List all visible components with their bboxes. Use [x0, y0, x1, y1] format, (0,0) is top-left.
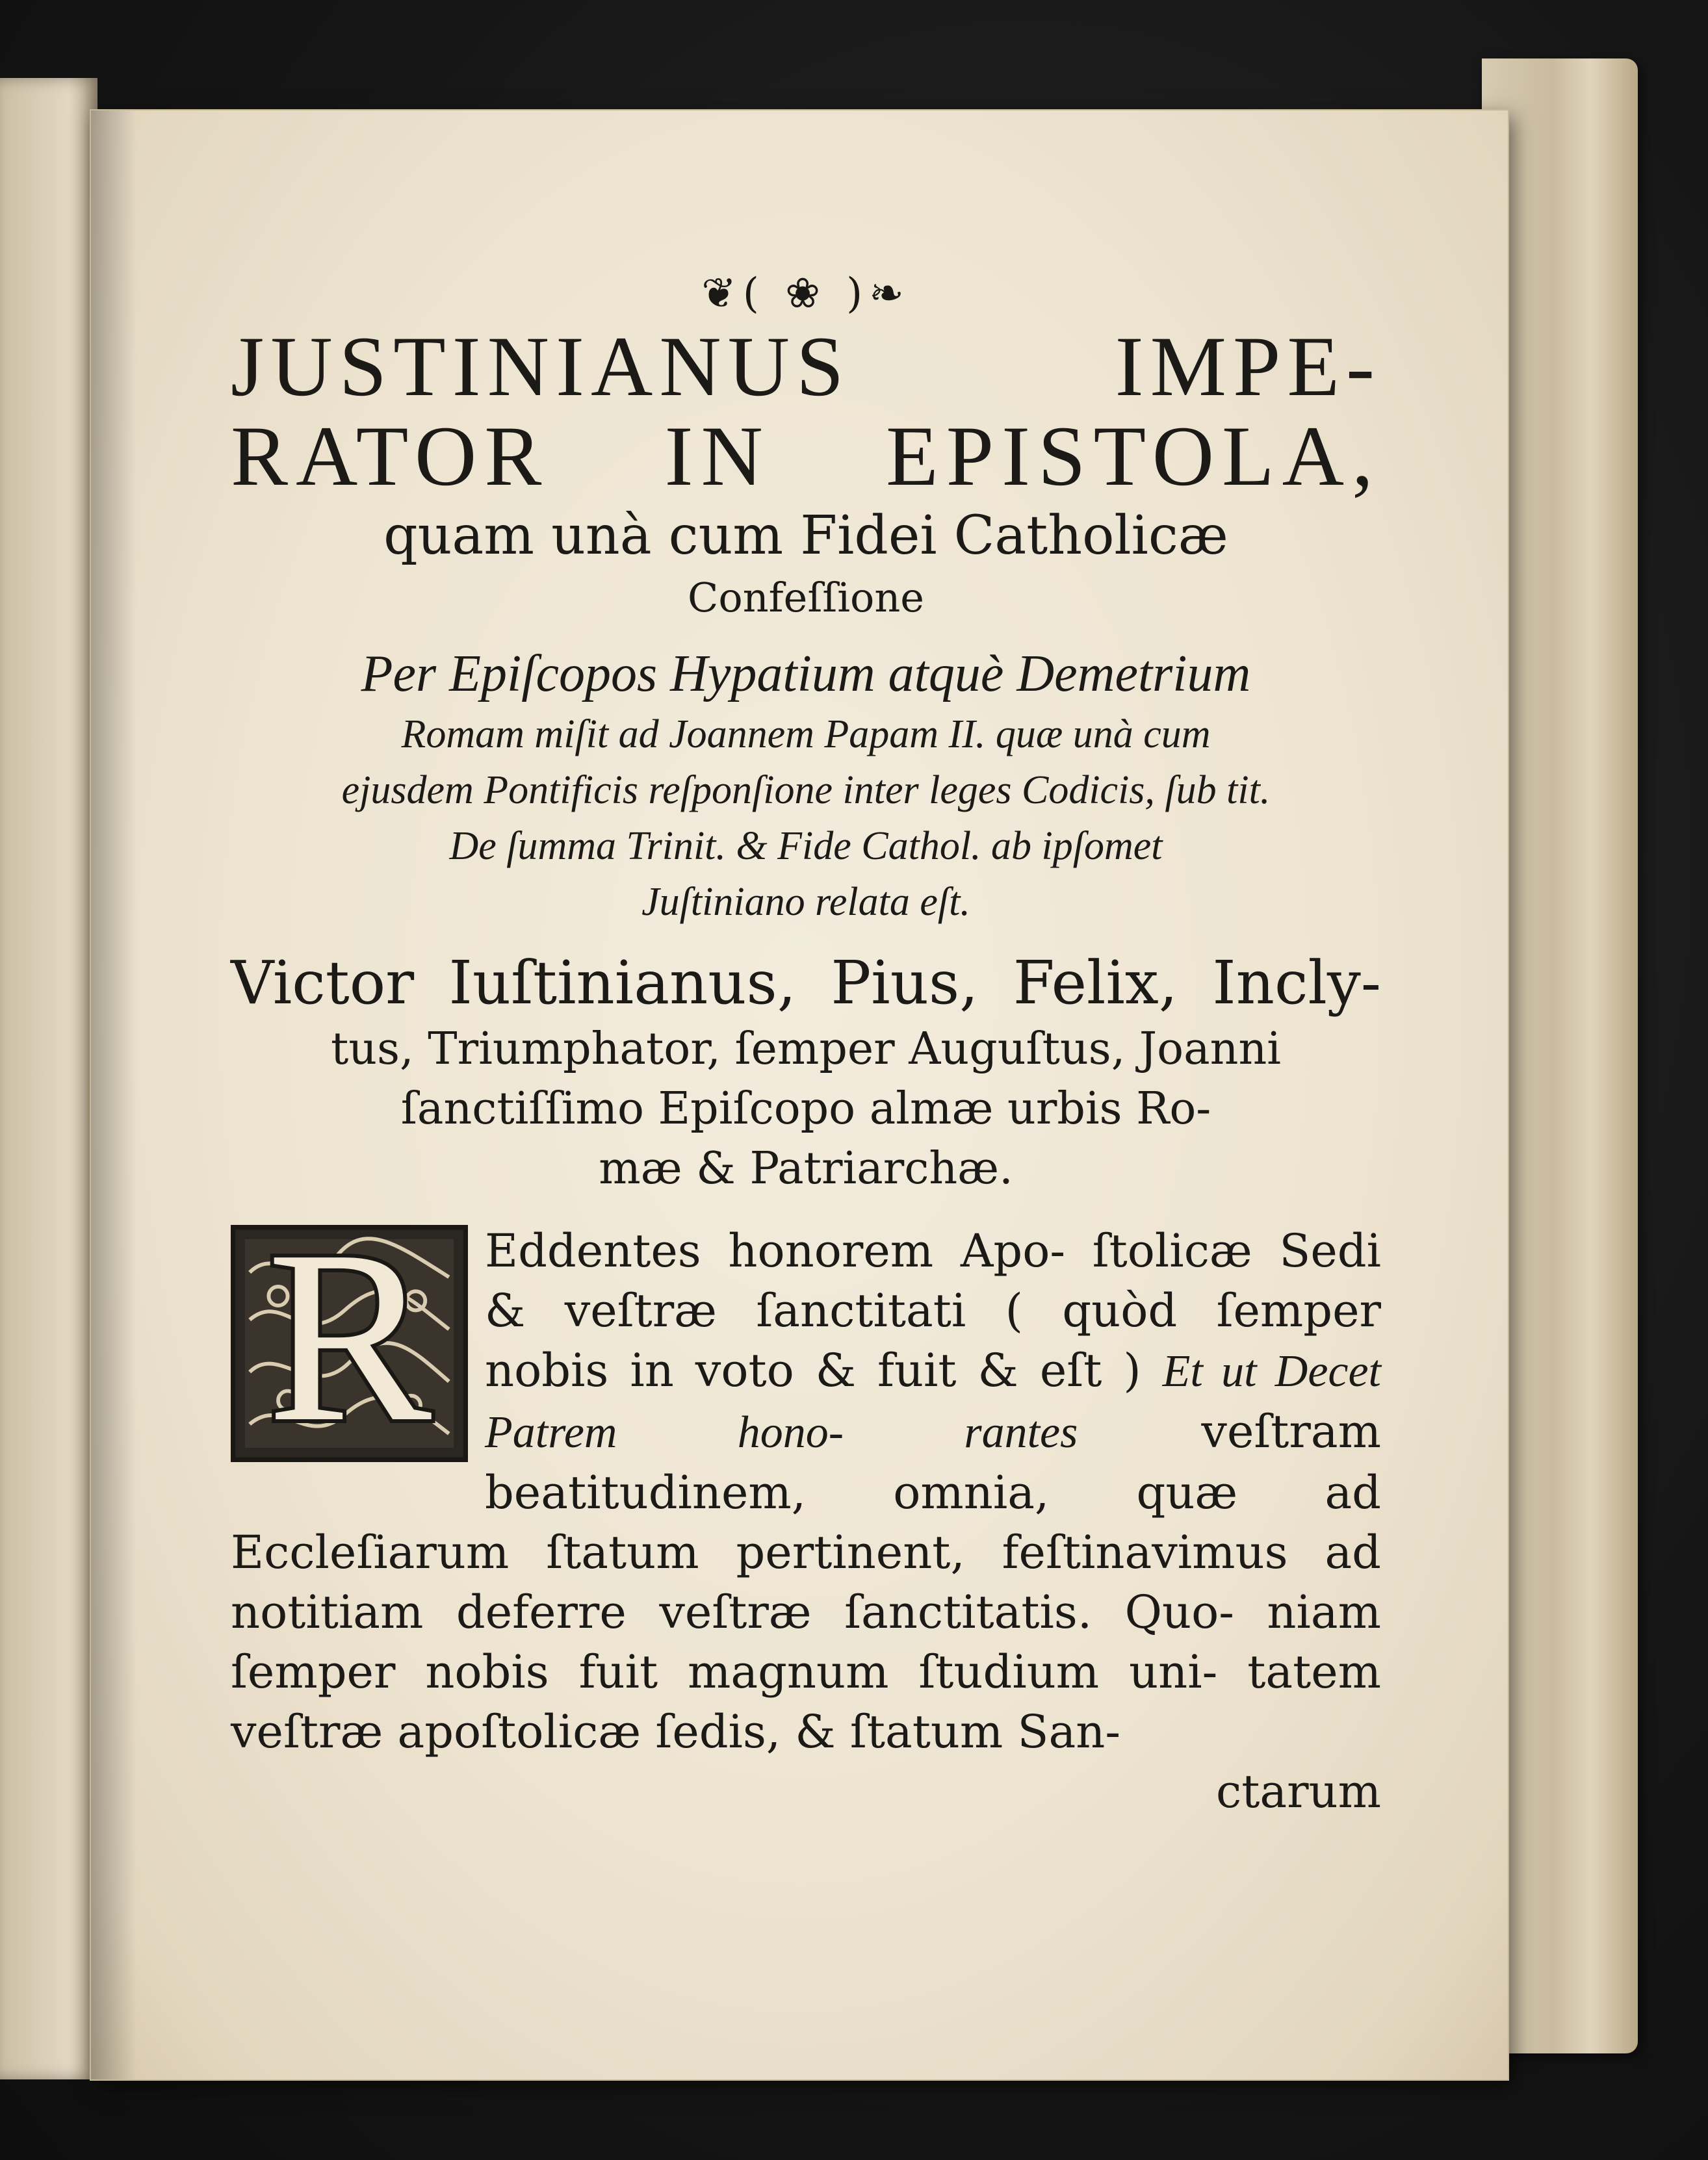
letter-body — [231, 1200, 1381, 1821]
spacer — [231, 930, 1381, 947]
subtitle-line-1: quam unà cum Fidei Catholicæ — [383, 505, 1228, 567]
facing-page-edge — [0, 78, 97, 2079]
salutation-line-3: ſanctiſſimo Epiſcopo almæ urbis Ro- — [400, 1083, 1211, 1135]
body-italic: Et ut Decet Patrem hono- rantes — [485, 1346, 1381, 1458]
salutation-line-4: mæ & Patriarchæ. — [599, 1143, 1013, 1194]
book-page — [91, 110, 1508, 2079]
italic-line-2: Romam miſit ad Joannem Papam II. quæ unà cum — [401, 712, 1211, 756]
subtitle-line-2: Confeſſione — [687, 574, 924, 621]
page-gutter-shadow — [91, 110, 136, 2079]
salutation-line-1: Victor Iuſtinianus, Pius, Felix, Incly- — [231, 948, 1381, 1018]
decorated-initial — [231, 1200, 468, 1473]
salutation-line-2: tus, Triumphator, ſemper Auguſtus, Joanni — [330, 1023, 1282, 1075]
italic-line-5: Juſtiniano relata eſt. — [641, 880, 970, 924]
body-rest: veſtram beatitudinem, omnia, quæ ad Eccleſiarum ſtatum pertinent, feſtinavimus ad notitiam deferre veſtræ ſanctitatis. Quo- niam ſemper nobis fuit magnum ſtudium uni- tatem veſtræ apoſtolicæ ſedis, & ſtatum San- — [231, 1405, 1381, 1758]
title-line-1: JUSTINIANUS IMPE- — [231, 318, 1381, 414]
initial-letter: R — [266, 1200, 432, 1473]
catchword: ctarum — [1216, 1765, 1381, 1818]
title-line-2: RATOR IN EPISTOLA, — [231, 408, 1381, 504]
italic-line-4: De ſumma Trinit. & Fide Cathol. ab ipſomet — [449, 824, 1163, 868]
page-content — [231, 270, 1381, 1821]
head-ornament: ❦( ❀ )❧ — [701, 270, 911, 318]
body-lead: Eddentes honorem Apo- ſtolicæ Sedi & veſtræ ſanctitati ( quòd ſemper nobis in voto & fuit & eſt ) — [485, 1224, 1381, 1397]
italic-line-3: ejusdem Pontificis reſponſione inter leges Codicis, ſub tit. — [341, 768, 1271, 812]
italic-line-1: Per Epiſcopos Hypatium atquè Demetrium — [361, 645, 1251, 702]
